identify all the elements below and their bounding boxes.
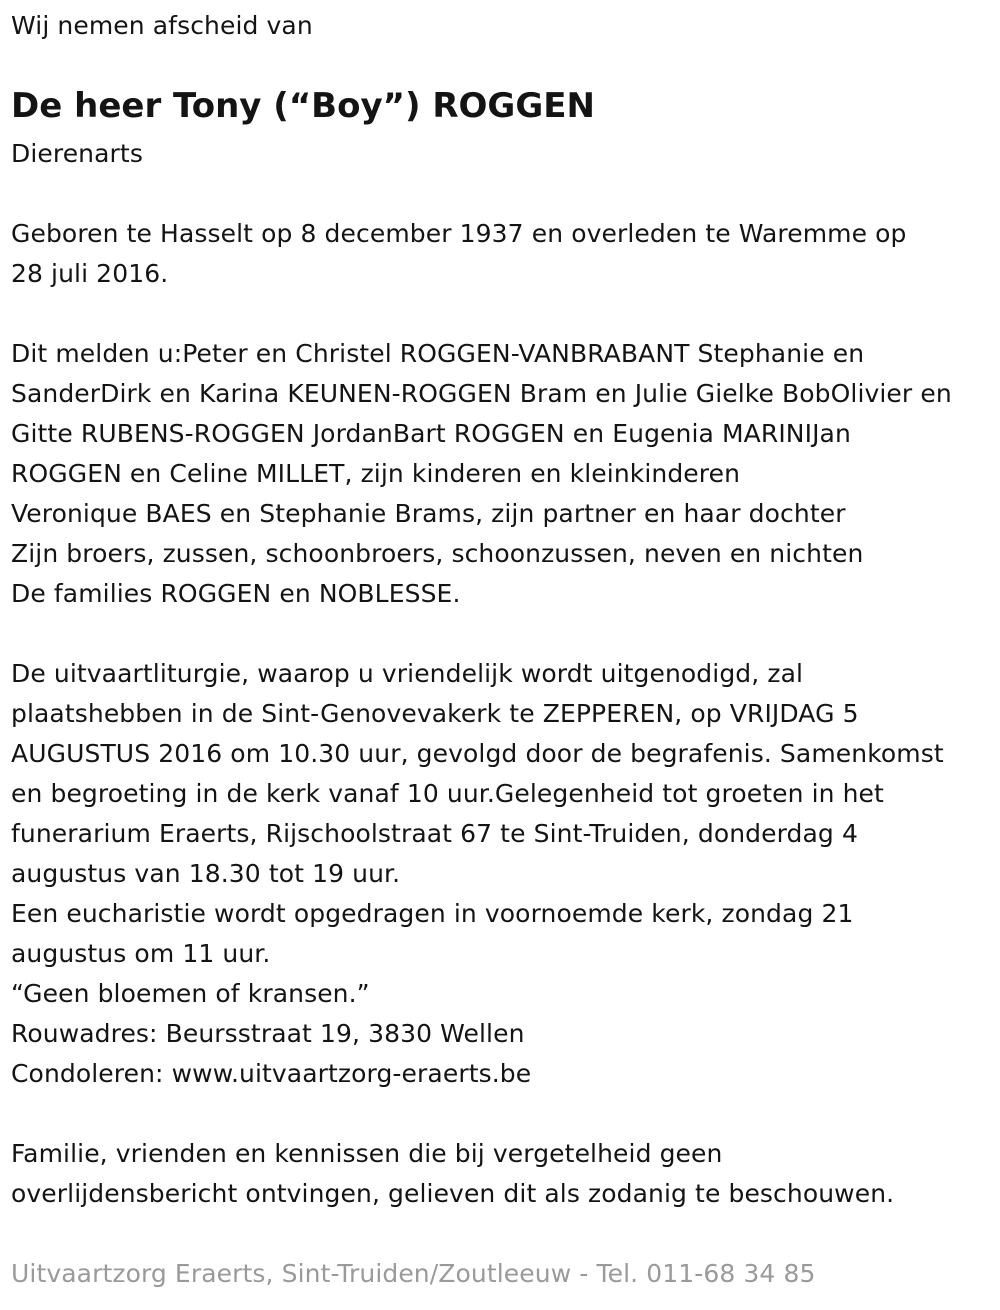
- deceased-name: De heer Tony (“Boy”) ROGGEN: [11, 86, 595, 126]
- closing-paragraph: [11, 1134, 894, 1214]
- paragraph-line: AUGUSTUS 2016 om 10.30 uur, gevolgd door de begrafenis. Samenkomst: [11, 739, 944, 768]
- paragraph-line: Dit melden u:Peter en Christel ROGGEN-VANBRABANT Stephanie en: [11, 339, 865, 368]
- paragraph-line: De families ROGGEN en NOBLESSE.: [11, 579, 461, 608]
- paragraph-line: De uitvaartliturgie, waarop u vriendelijk wordt uitgenodigd, zal: [11, 659, 804, 688]
- funeral-home-footer: Uitvaartzorg Eraerts, Sint-Truiden/Zoutleeuw - Tel. 011-68 34 85: [11, 1259, 816, 1288]
- paragraph-line: ROGGEN en Celine MILLET, zijn kinderen en kleinkinderen: [11, 459, 741, 488]
- paragraph-line: Zijn broers, zussen, schoonbroers, schoonzussen, neven en nichten: [11, 539, 864, 568]
- paragraph-line: augustus van 18.30 tot 19 uur.: [11, 859, 401, 888]
- paragraph-line: Een eucharistie wordt opgedragen in voornoemde kerk, zondag 21: [11, 899, 854, 928]
- paragraph-line: Gitte RUBENS-ROGGEN JordanBart ROGGEN en Eugenia MARINIJan: [11, 419, 851, 448]
- paragraph-line: funerarium Eraerts, Rijschoolstraat 67 te Sint-Truiden, donderdag 4: [11, 819, 858, 848]
- family-announcement-paragraph: [11, 334, 952, 614]
- mourning-address: Rouwadres: Beursstraat 19, 3830 Wellen: [11, 1019, 525, 1048]
- paragraph-line: overlijdensbericht ontvingen, gelieven dit als zodanig te beschouwen.: [11, 1179, 895, 1208]
- paragraph-line: Familie, vrienden en kennissen die bij vergetelheid geen: [11, 1139, 723, 1168]
- paragraph-line: SanderDirk en Karina KEUNEN-ROGGEN Bram en Julie Gielke BobOlivier en: [11, 379, 952, 408]
- paragraph-line: en begroeting in de kerk vanaf 10 uur.Gelegenheid tot groeten in het: [11, 779, 884, 808]
- paragraph-line: 28 juli 2016.: [11, 259, 169, 288]
- paragraph-line: plaatshebben in de Sint-Genovevakerk te ZEPPEREN, op VRIJDAG 5: [11, 699, 859, 728]
- paragraph-line: Geboren te Hasselt op 8 december 1937 en overleden te Waremme op: [11, 219, 907, 248]
- no-flowers-note: “Geen bloemen of kransen.”: [11, 979, 370, 1008]
- paragraph-line: Veronique BAES en Stephanie Brams, zijn partner en haar dochter: [11, 499, 846, 528]
- condolence-website: Condoleren: www.uitvaartzorg-eraerts.be: [11, 1059, 532, 1088]
- paragraph-line: augustus om 11 uur.: [11, 939, 271, 968]
- intro-text: Wij nemen afscheid van: [11, 11, 313, 40]
- profession-text: Dierenarts: [11, 139, 143, 168]
- birth-death-paragraph: [11, 214, 907, 294]
- funeral-service-paragraph: [11, 654, 944, 1094]
